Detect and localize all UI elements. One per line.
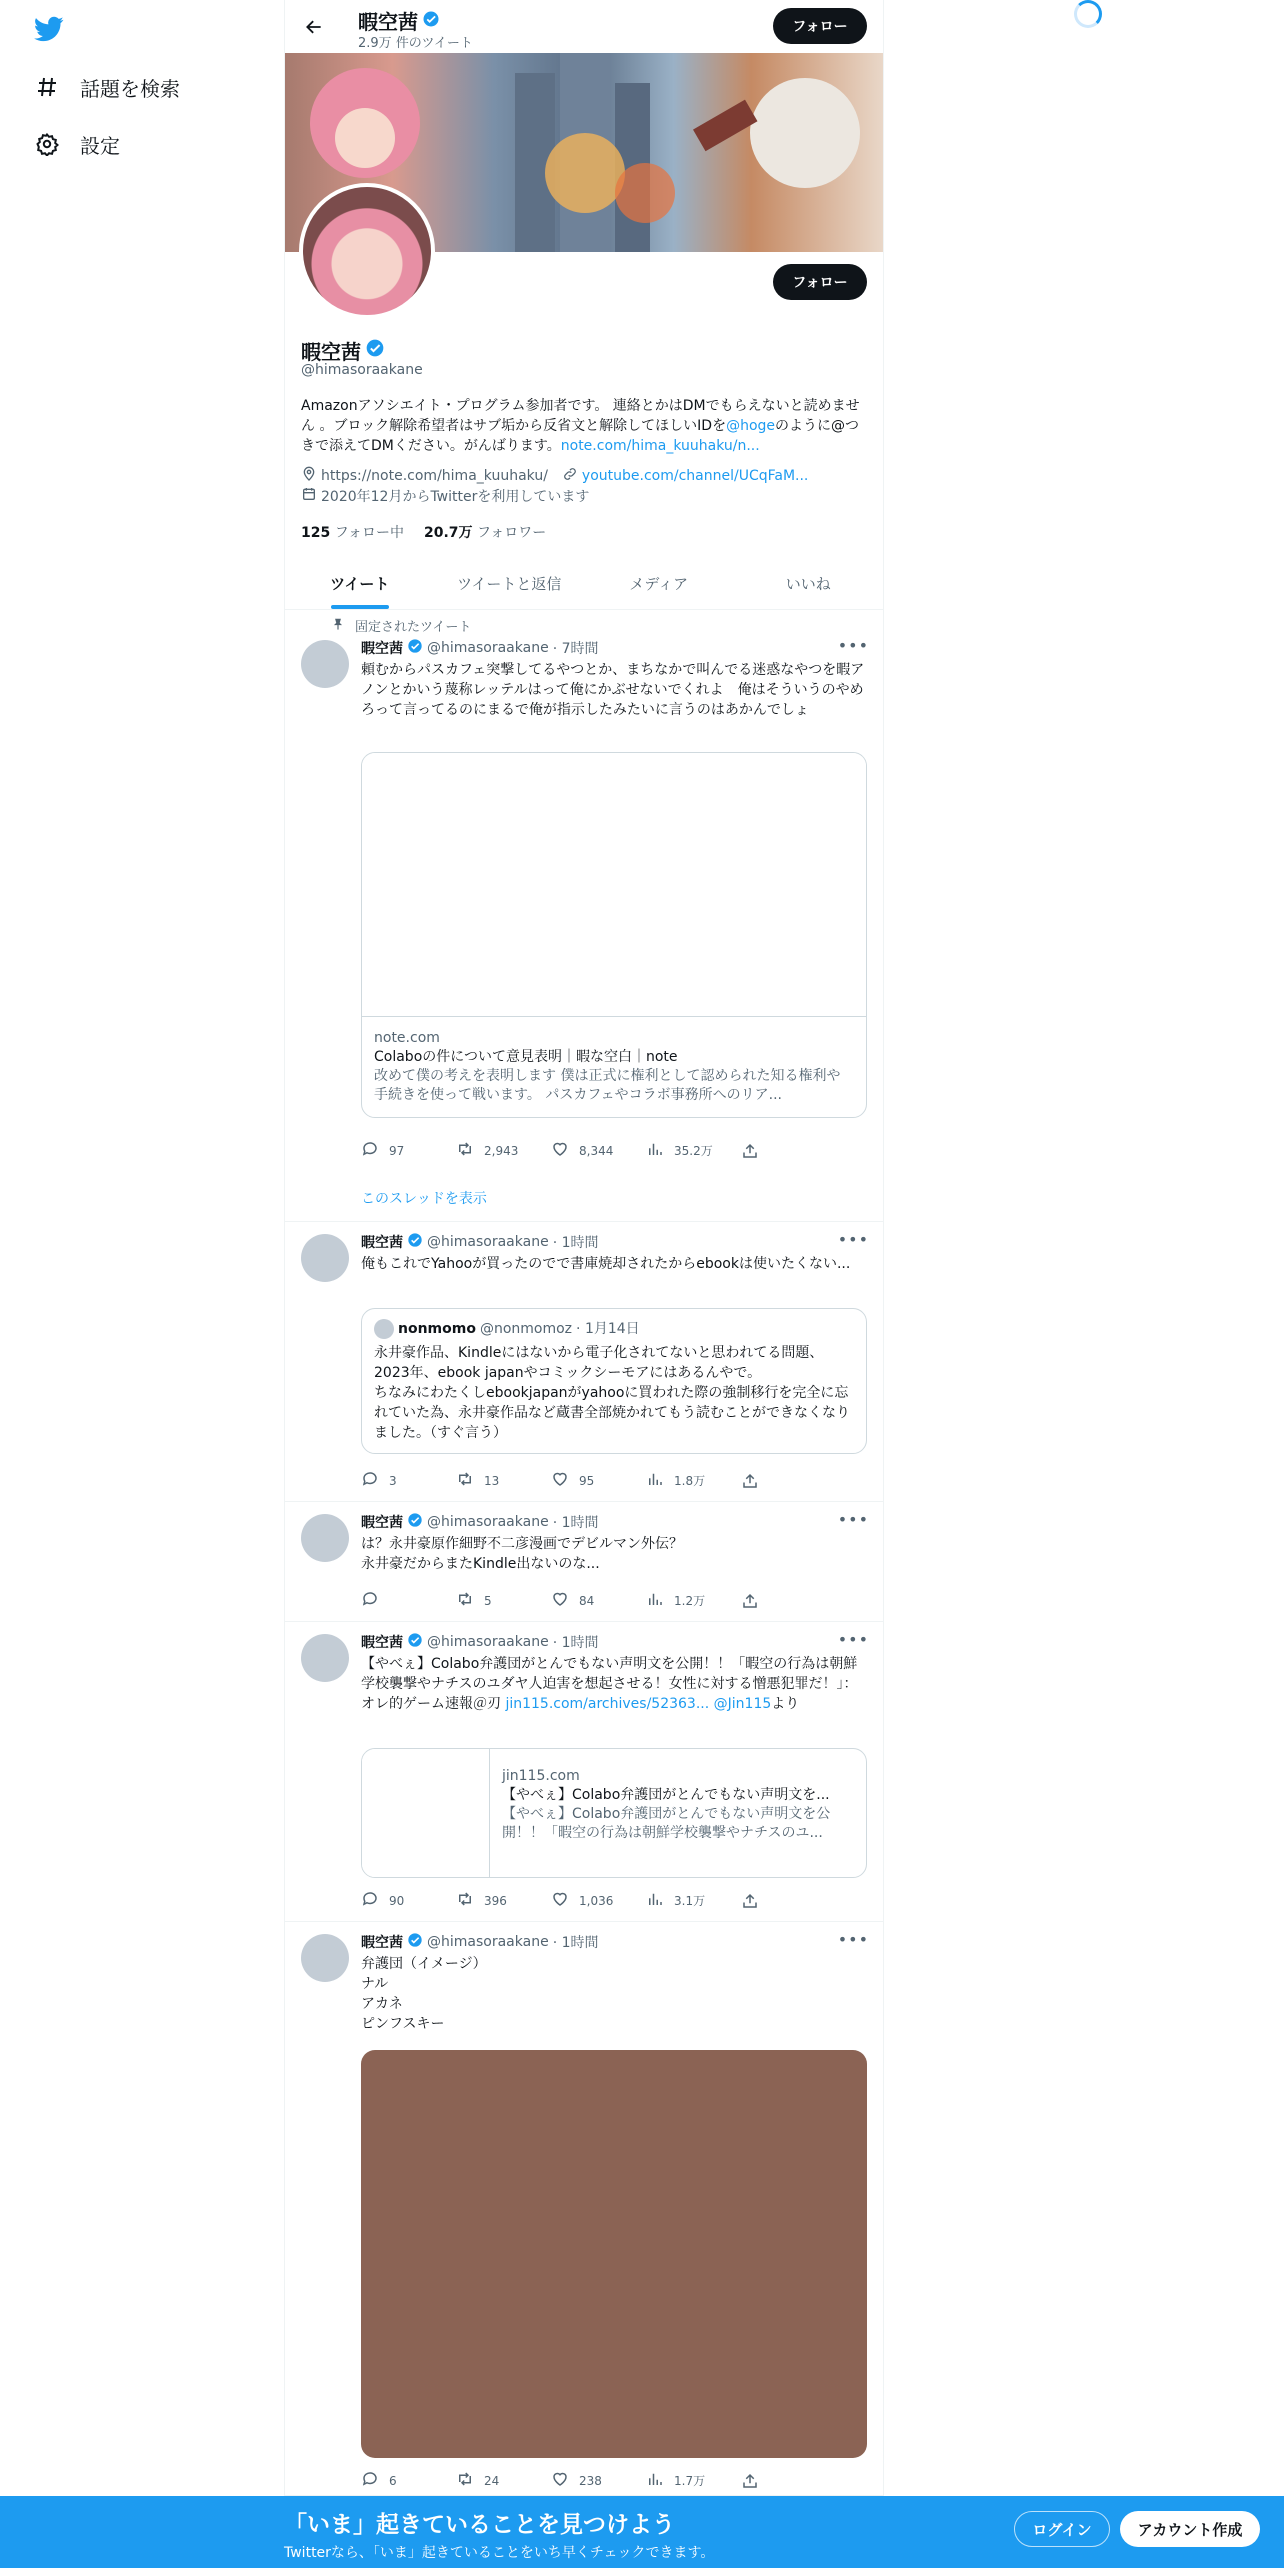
bio-mention-link[interactable]: @hoge [726,418,776,434]
back-arrow-icon[interactable] [299,12,329,42]
retweet-button[interactable] [456,1890,551,1911]
like-button[interactable] [551,1140,646,1161]
tweet-actions [361,1140,781,1161]
more-options-icon[interactable]: ••• [837,1630,869,1649]
bio-text: Amazonアソシエイト・プログラム参加者です。 連絡とかはDMでもらえないと読めません 。ブロック解除希望者はサブ垢から反省文と解除してほしいIDを [301,398,860,434]
link-card-domain: jin115.com [502,1768,580,1784]
retweet-icon [456,1140,474,1161]
profile-joined-row [301,486,589,506]
tab-tweets[interactable]: ツイート [285,557,435,609]
view-count: 35.2万 [674,1144,713,1158]
login-button[interactable]: ログイン [1014,2511,1110,2547]
bio-text-2: のように@つきで添えてDMください。がんばります。 [301,418,860,454]
retweet-button[interactable] [456,1470,551,1491]
link-icon [562,466,578,486]
tweet-avatar[interactable] [301,640,349,688]
tweet[interactable] [285,610,883,1222]
tweet-time[interactable]: · 1時間 [552,1635,599,1651]
reply-button[interactable] [361,1140,456,1161]
like-button[interactable] [551,2470,646,2491]
retweet-icon [456,1470,474,1491]
link-card-thumbnail [362,1749,490,1877]
tweet-author-handle: @himasoraakane [427,1934,549,1950]
share-icon[interactable] [741,1590,781,1611]
like-count: 95 [579,1473,595,1488]
tweet-author-handle: @himasoraakane [427,640,549,656]
reply-icon [361,1470,379,1491]
verified-badge-icon [407,1232,423,1252]
tweet-header [361,1932,599,1952]
tweet-mention[interactable]: @Jin115 [713,1696,772,1712]
views-chart-icon [646,1890,664,1911]
profile-name-text: 暇空茜 [301,340,361,364]
verified-badge-icon [407,1632,423,1652]
tweet-author-handle: @himasoraakane [427,1514,549,1530]
website-item [562,466,808,486]
reply-count: 6 [389,2473,397,2488]
quoted-avatar [374,1319,394,1339]
retweet-icon [456,1890,474,1911]
joined-item [301,486,589,506]
link-card-description: 改めて僕の考えを表明します 僕は正式に権利として認められた知る権利や手続きを使って戦います。 パスカフェやコラボ事務所へのリア... [374,1068,841,1103]
quoted-time: · 1月14日 [576,1321,640,1337]
followers-label: フォロワー [477,525,547,541]
profile-meta-row [301,466,808,486]
header-follow-button[interactable]: フォロー [773,8,867,44]
tweet-text-body: 【やべぇ】Colabo弁護団がとんでもない声明文を公開！！「暇空の行為は朝鮮学校襲撃やナチスのユダヤ人迫害を想起させる！女性に対する憎悪犯罪だ！」：オレ的ゲーム速報＠刃 [361,1656,858,1712]
hashtag-icon [30,70,64,104]
main-column [284,0,884,2568]
views-chart-icon [646,1470,664,1491]
link-card-description: 【やべぇ】Colabo弁護団がとんでもない声明文を公開！！「暇空の行為は朝鮮学校襲撃やナチスのユ... [502,1806,831,1841]
profile-avatar[interactable] [299,183,435,319]
bio-link[interactable]: note.com/hima_kuuhaku/n... [560,438,760,454]
tweet-actions [361,2470,781,2491]
show-thread-link[interactable]: このスレッドを表示 [361,1191,487,1207]
quoted-tweet[interactable] [361,1308,867,1454]
retweet-count: 396 [484,1893,507,1908]
retweet-icon [456,2470,474,2491]
like-button[interactable] [551,1470,646,1491]
tweet-header [361,1232,599,1252]
more-options-icon[interactable]: ••• [837,1930,869,1949]
heart-icon [551,1470,569,1491]
joined-text: 2020年12月からTwitterを利用しています [321,489,590,505]
location-item [301,466,548,486]
link-card-image [362,753,866,1017]
link-card[interactable] [361,752,867,1118]
view-count: 3.1万 [674,1894,706,1908]
tweet-time[interactable]: · 7時間 [552,641,599,657]
like-button[interactable] [551,1890,646,1911]
link-card[interactable] [361,1748,867,1878]
tweet-avatar[interactable] [301,1234,349,1282]
tweet-text: は？永井豪原作細野不二彦漫画でデビルマン外伝？ 永井豪だからまたKindle出ないのな... [361,1536,683,1572]
reply-icon [361,2470,379,2491]
reply-button[interactable] [361,1470,456,1491]
heart-icon [551,1590,569,1611]
link-card-domain: note.com [374,1030,440,1046]
tweet-text: 弁護団（イメージ） ナル アカネ ピンフスキー [361,1956,487,2032]
tab-likes[interactable]: いいね [785,574,831,593]
reply-icon [361,1590,379,1611]
tweet-text-tail: より [771,1696,800,1712]
retweet-button[interactable] [456,1590,551,1611]
reply-button[interactable] [361,1590,456,1611]
loading-spinner [1074,0,1102,28]
tweet[interactable] [285,1922,883,2496]
reply-button[interactable] [361,1890,456,1911]
tweet-text: 頼むからパスカフェ突撃してるやつとか、まちなかで叫んでる迷惑なやつを暇アノンとかいう蔑称レッテルはって俺にかぶせないでくれよ 俺はそういうのやめろって言ってるのにまるで俺が指示したみたいに言うのはあかんでしょ [361,662,865,718]
reply-button[interactable] [361,2470,456,2491]
calendar-icon [301,486,317,506]
location-pin-icon [301,466,317,486]
profile-name [301,336,385,365]
profile-follow-button[interactable]: フォロー [773,264,867,300]
tweet-text [361,1654,867,1714]
link-card-title: Colaboの件について意見表明｜暇な空白｜note [374,1049,678,1065]
nav-explore-label: 話題を検索 [80,76,180,101]
share-icon[interactable] [741,1140,781,1161]
like-count: 1,036 [579,1893,614,1908]
tweet-author-name[interactable]: 暇空茜 [361,641,403,657]
profile-handle: @himasoraakane [301,362,423,378]
tweet[interactable] [285,1622,883,1922]
tweet-author-name[interactable]: 暇空茜 [361,1935,403,1951]
tweet-avatar[interactable] [301,1934,349,1982]
quoted-tweet-header [374,1319,854,1339]
quoted-text: 永井豪作品、Kindleにはないから電子化されてないと思われてる問題、2023年、ebook japanやコミックシーモアにはあるんやで。 ちなみにわたくしebookjapanがyahooに買われた際の強制移行を完全に忘れていた為、永井豪作品など蔵書全部焼かれてもう読むことができなくなりました。（すぐ言う） [374,1345,850,1441]
reply-icon [361,1140,379,1161]
tab-tweets-and-replies[interactable]: ツイートと返信 [457,574,562,593]
verified-badge-icon [365,338,385,363]
tweet-link[interactable]: jin115.com/archives/52363... [505,1696,710,1712]
nav-settings-label: 設定 [80,133,120,158]
tweet-author-name[interactable]: 暇空茜 [361,1235,403,1251]
more-options-icon[interactable]: ••• [837,636,869,655]
like-count: 84 [579,1593,595,1608]
tweet-header [361,638,599,658]
share-icon[interactable] [741,1470,781,1491]
twitter-logo-icon[interactable] [32,14,66,44]
views-button[interactable] [646,1470,741,1491]
left-nav [0,0,284,2568]
views-button[interactable] [646,1140,741,1161]
tweet-actions [361,1590,781,1611]
header-tweet-count: 2.9万 件のツイート [358,36,473,51]
tweet[interactable] [285,1502,883,1622]
following-count: 125 [301,525,331,541]
tab-media[interactable]: メディア [629,574,689,593]
views-button[interactable] [646,1590,741,1611]
tweet-actions [361,1890,781,1911]
retweet-button[interactable] [456,1140,551,1161]
share-icon[interactable] [741,1890,781,1911]
like-count: 238 [579,2473,602,2488]
like-button[interactable] [551,1590,646,1611]
views-button[interactable] [646,1890,741,1911]
profile-header-bar [285,0,883,53]
retweet-button[interactable] [456,2470,551,2491]
tweet-media-image[interactable] [361,2050,867,2458]
verified-badge-icon [422,9,440,33]
pinned-label: 固定されたツイート [355,620,472,635]
like-count: 8,344 [579,1143,614,1158]
signup-banner-subtitle: Twitterなら、「いま」起きていることをいち早くチェックできます。 [284,2545,715,2561]
view-count: 1.7万 [674,2474,706,2488]
profile-follow-stats [301,522,546,542]
nav-explore[interactable] [30,70,180,104]
reply-count: 97 [389,1143,405,1158]
profile-bio [301,396,867,456]
more-options-icon[interactable]: ••• [837,1510,869,1529]
signup-banner [0,2496,1284,2568]
tweet-header [361,1512,599,1532]
reply-icon [361,1890,379,1911]
quoted-author-handle: @nonmomoz [479,1321,573,1337]
tweet-text: 俺もこれでYahooが買ったのでで書庫焼却されたからebookは使いたくない... [361,1256,851,1272]
tweet[interactable] [285,1222,883,1502]
gear-icon [30,127,64,161]
views-chart-icon [646,2470,664,2491]
signup-banner-title: 「いま」起きていることを見つけよう [284,2512,675,2538]
retweet-icon [456,1590,474,1611]
verified-badge-icon [407,1512,423,1532]
tweet-avatar[interactable] [301,1514,349,1562]
tweet-actions [361,1470,781,1491]
header-name-text: 暇空茜 [358,10,418,34]
signup-button[interactable]: アカウント作成 [1120,2511,1260,2547]
followers-count: 20.7万 [424,525,473,541]
view-count: 1.2万 [674,1594,706,1608]
heart-icon [551,2470,569,2491]
views-button[interactable] [646,2470,741,2491]
view-count: 1.8万 [674,1474,706,1488]
tweet-avatar[interactable] [301,1634,349,1682]
retweet-count: 5 [484,1593,492,1608]
profile-tabs [285,557,883,610]
retweet-count: 2,943 [484,1143,519,1158]
nav-settings[interactable] [30,127,120,161]
tweet-time[interactable]: · 1時間 [552,1235,599,1251]
tweet-author-handle: @himasoraakane [427,1234,549,1250]
reply-count: 3 [389,1473,397,1488]
verified-badge-icon [407,1932,423,1952]
heart-icon [551,1890,569,1911]
reply-count: 90 [389,1893,405,1908]
following-label: フォロー中 [334,525,404,541]
tweet-author-name[interactable]: 暇空茜 [361,1515,403,1531]
tweet-time[interactable]: · 1時間 [552,1515,599,1531]
retweet-count: 24 [484,2473,500,2488]
heart-icon [551,1140,569,1161]
verified-badge-icon [407,638,423,658]
retweet-count: 13 [484,1473,500,1488]
tweet-author-name[interactable]: 暇空茜 [361,1635,403,1651]
more-options-icon[interactable]: ••• [837,1230,869,1249]
header-name [358,6,440,35]
location-text: https://note.com/hima_kuuhaku/ [321,468,548,484]
following-link[interactable] [301,522,404,542]
tweet-header [361,1632,599,1652]
views-chart-icon [646,1140,664,1161]
followers-link[interactable] [424,522,546,542]
link-card-title: 【やべぇ】Colabo弁護団がとんでもない声明文を... [502,1787,830,1803]
views-chart-icon [646,1590,664,1611]
website-link[interactable]: youtube.com/channel/UCqFaM... [581,468,809,484]
tweet-author-handle: @himasoraakane [427,1634,549,1650]
share-icon[interactable] [741,2470,781,2491]
tweet-time[interactable]: · 1時間 [552,1935,599,1951]
quoted-author-name: nonmomo [398,1321,476,1337]
